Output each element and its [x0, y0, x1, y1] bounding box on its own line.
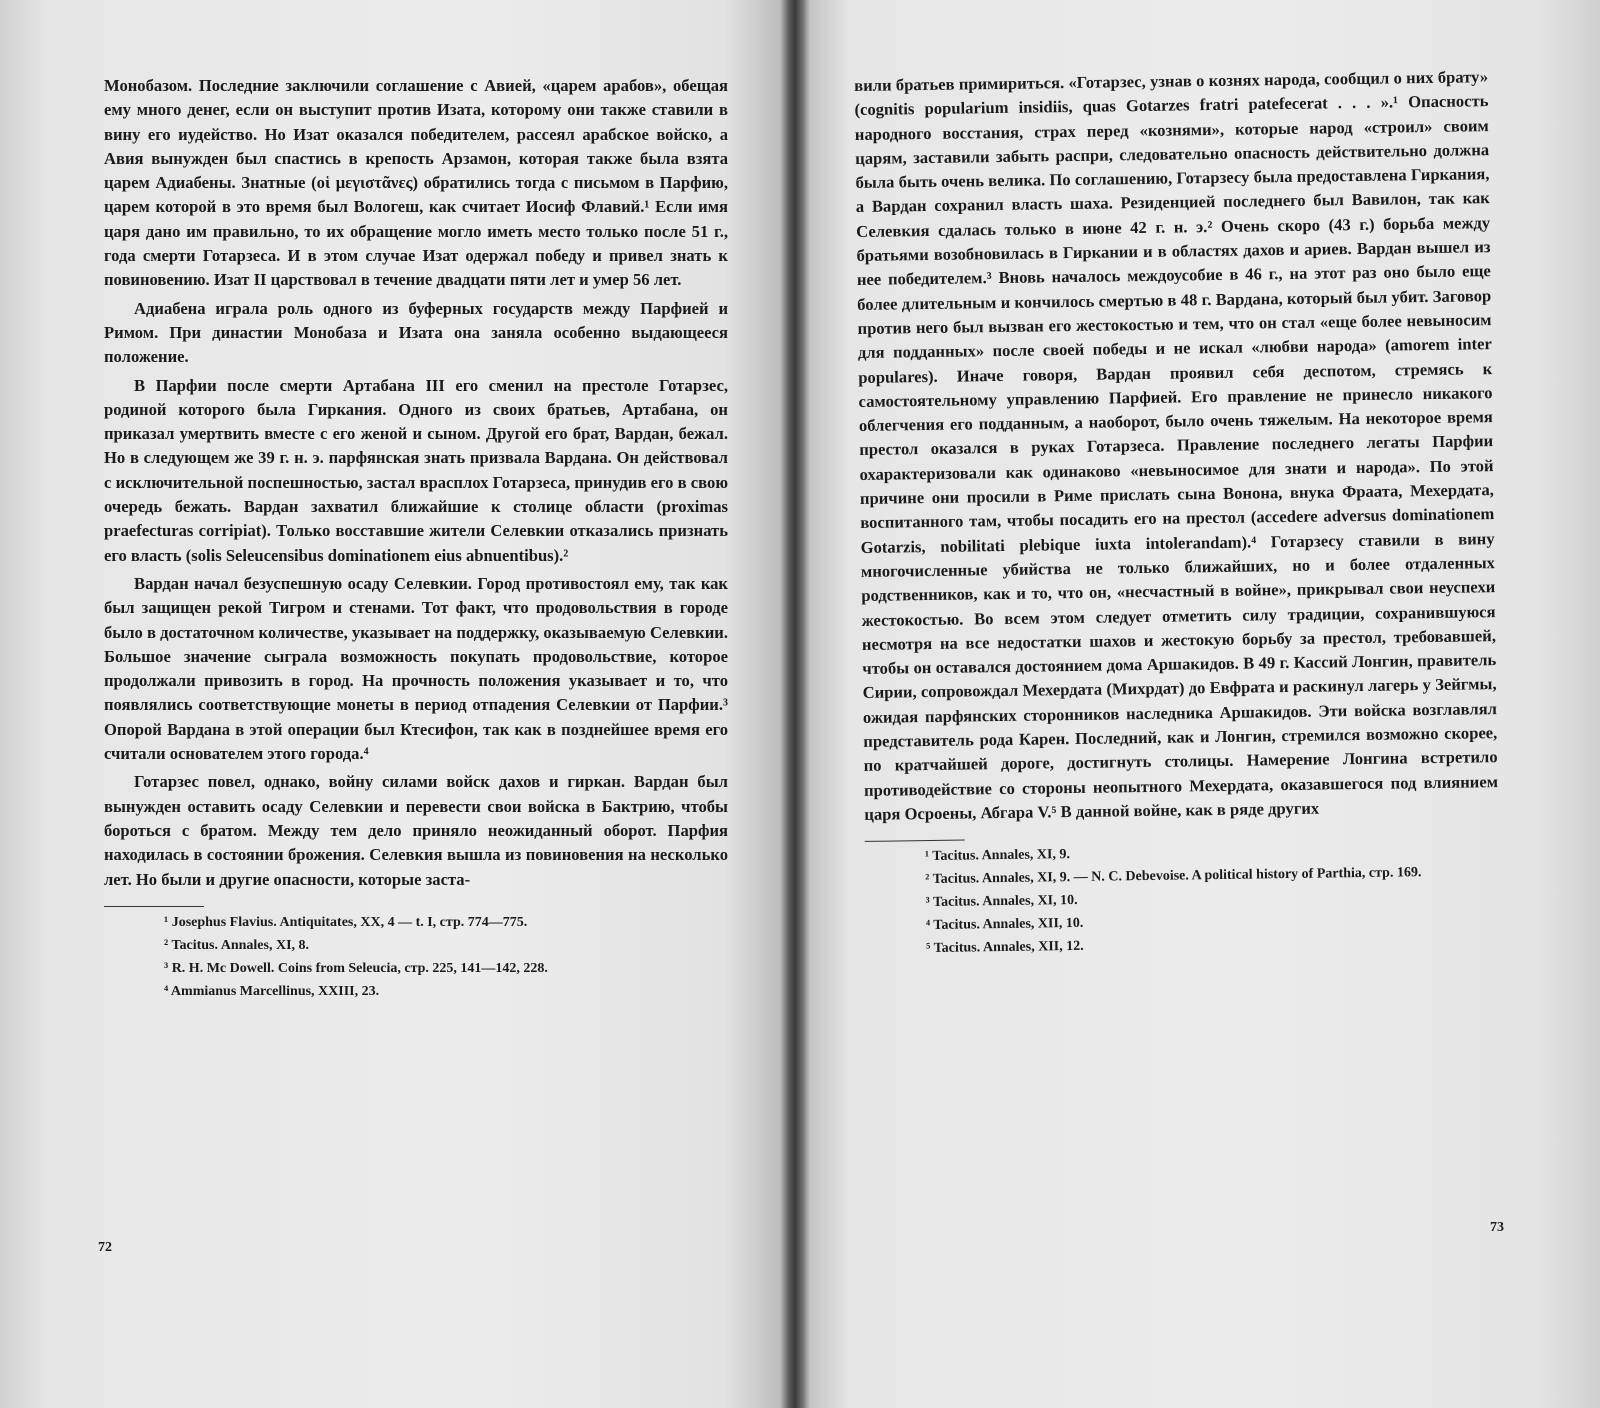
footnote: ³ R. H. Mc Dowell. Coins from Seleucia, стр. 225, 141—142, 228. — [164, 960, 548, 976]
paragraph: В Парфии после смерти Артабана III его сменил на престоле Готарзес, родиной которого была Гиркания. Одного из своих братьев, Артабана, он приказал умертвить вместе с его женой и сыном. Другой его брат, Вардан, бежал. Но в следующем же 39 г. н. э. парфянская знать призвала Вардана. Он действовал с исключительной поспешностью, застал врасплох Готарзеса, принудив его в свою очередь бежать. Вардан захватил ближайшие к столице области (proximas praefecturas corripiat). Только восставшие жители Селевкии отказались признать его власть (solis Seleucensibus dominationem eius abnuentibus).² — [104, 375, 728, 565]
right-page — [810, 0, 1600, 1408]
paragraph: Монобазом. Последние заключили соглашение с Авией, «царем арабов», обещая ему много денег, если он выступит против Изата, которому они также ставили в вину его иудейство. Но Изат оказался победителем, рассеял арабское войско, а Авия вынужден был спастись в крепость Арзамон, которая также была взята царем Адиабены. Знатные (οἱ μεγιστᾶνες) обратились тогда с письмом в Парфию, царем которой в это время был Вологеш, как считает Иосиф Флавий.¹ Если имя царя дано им правильно, то их обращение могло иметь место только после 51 г., года смерти Готарзеса. И в этом случае Изат одержал победу и привел знать к повиновению. Изат II царствовал в течение двадцати пяти лет и умер 56 лет. — [104, 76, 728, 290]
page-number: 72 — [98, 1240, 112, 1255]
book-gutter — [780, 0, 810, 1408]
footnote: ⁴ Ammianus Marcellinus, XXIII, 23. — [164, 983, 380, 999]
paragraph: Вардан начал безуспешную осаду Селевкии. Город противостоял ему, так как был защищен рекой Тигром и стенами. Тот факт, что продовольствия в городе было в достаточном количестве, указывает на поддержку, оказываемую Селевкии. Большое значение сыграла возможность покупать продовольствие, которое продолжали привозить в город. На прочность положения указывает и то, что появлялись соответствующие монеты в период отпадения Селевкии от Парфии.³ Опорой Вардана в этой операции был Ктесифон, так как в позднейшее время его считали основателем этого города.⁴ — [104, 573, 729, 764]
footnote: ⁵ Tacitus. Annales, XII, 12. — [926, 939, 1084, 957]
footnote: ¹ Josephus Flavius. Antiquitates, XX, 4 — t. I, стр. 774—775. — [164, 914, 528, 930]
left-page-text — [104, 74, 728, 1005]
paragraph: Адиабена играла роль одного из буферных государств между Парфией и Римом. При династии Монобаза и Изата она заняла особенно выдающееся положение. — [104, 298, 728, 367]
page-number: 73 — [1490, 1220, 1504, 1235]
footnote: ³ Tacitus. Annales, XI, 10. — [925, 893, 1078, 911]
footnote: ⁴ Tacitus. Annales, XII, 10. — [925, 916, 1084, 934]
paragraph: Готарзес повел, однако, войну силами войск дахов и гиркан. Вардан был вынужден оставить осаду Селевкии и перевести свои войска в Бактрию, чтобы бороться с братом. Между тем дело приняло неожиданный оборот. Парфия находилась в состоянии брожения. Селевкия вышла из повиновения на несколько лет. Но были и другие опасности, которые заста- — [104, 772, 728, 889]
paragraph: вили братьев примириться. «Готарзес, узнав о кознях народа, сообщил о них брату» (cognitis popularium insidiis, quas Gotarzes fratri patefecerat . . . ».¹ Опасность народного восстания, страх перед «кознями», которые народ «строил» своим царям, заставили забыть распри, следовательно опасность действительно должна была быть очень велика. По соглашению, Готарзесу была предоставлена Гиркания, а Вардан сохранил власть шаха. Резиденцией последнего был Вавилон, так как Селевкия сдалась только в июне 42 г. н. э.² Очень скоро (43 г.) борьба между братьями возобновилась в Гиркании и в областях дахов и ариев. Вардан вышел из нее победителем.³ Вновь началось междоусобие в 46 г., на этот раз оно было еще более длительным и кончилось смертью в 48 г. Вардана, который был убит. Заговор против него был вызван его жестокостью и тем, что он стал «еще более невыносим для подданных» после своей победы и не искал «любви народа» (amorem inter populares). Иначе говоря, Вардан проявил себя деспотом, стремясь к самостоятельному управлению Парфией. Его правление не принесло никакого облегчения его подданным, а наоборот, было очень тяжелым. На некоторое время престол оказался в руках Готарзеса. Правление последнего легаты Парфии охарактеризовали как одинаково «невыносимое для знати и народа». По этой причине они просили в Риме прислать сына Вонона, внука Фраата, Мехердата, воспитанного там, чтобы посадить его на престол (accedere adversus dominationem Gotarzis, nobilitati plebique iuxta intolerandam).⁴ Готарзесу ставили в вину многочисленные убийства не только ближайших, но и более отдаленных родственников, как и то, что он, «несчастный в войне», прикрывал свои неуспехи жестокостью. Во всем этом следует отметить силу традиции, сохранившуюся несмотря на все недостатки шахов и жестокую борьбу за престол, требовавшей, чтобы он оставался достоянием дома Аршакидов. В 49 г. Кассий Лонгин, правитель Сирии, сопровождал Мехердата (Михрдат) до Евфрата и раскинул лагерь у Зейгмы, ожидая парфянских сторонников наследника Аршакидов. Эти войска возглавлял представитель рода Карен. Последний, как и Лонгин, стремился возможно скорее, по кратчайшей дороге, достигнуть столицы. Намерение Лонгина встретило противодействие со стороны неопытного Мехердата, оказавшегося под влиянием царя Осроены, Абгара V.⁵ В данной войне, как в ряде других — [854, 67, 1499, 824]
footnote: ¹ Tacitus. Annales, XI, 9. — [924, 847, 1071, 865]
footnote-rule — [104, 906, 204, 907]
left-page — [0, 0, 788, 1408]
footnote-rule — [865, 840, 965, 842]
right-page-text — [854, 65, 1500, 963]
footnote: ² Tacitus. Annales, XI, 9. — N. C. Debevoise. A political history of Parthia, стр. 169. — [925, 865, 1422, 888]
footnote: ² Tacitus. Annales, XI, 8. — [164, 937, 310, 953]
